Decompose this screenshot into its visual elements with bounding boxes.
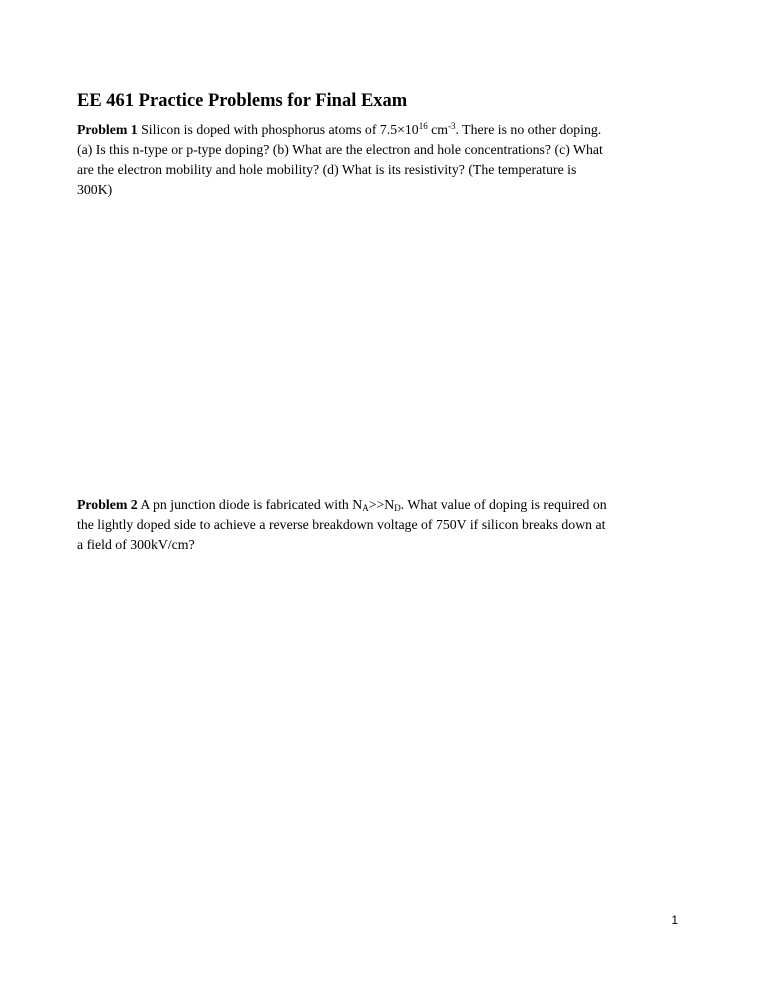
problem-1-line-1 <box>77 120 687 140</box>
problem-1-exponent-16: 16 <box>418 121 428 131</box>
problem-1 <box>77 120 687 200</box>
problem-1-line-3: are the electron mobility and hole mobility? (d) What is its resistivity? (The temperature is <box>77 162 577 177</box>
problem-2-line-1 <box>77 495 687 515</box>
problem-2-subscript-d: D <box>394 503 401 513</box>
problem-2 <box>77 495 687 555</box>
problem-2-text-a: A pn junction diode is fabricated with N <box>137 497 363 512</box>
page-number: 1 <box>671 913 678 927</box>
problem-2-line-3: a field of 300kV/cm? <box>77 537 195 552</box>
problem-1-text-c: . There is no other doping. <box>455 122 602 137</box>
problem-2-text-c: . What value of doping is required on <box>400 497 607 512</box>
document-title: EE 461 Practice Problems for Final Exam <box>77 91 408 111</box>
problem-1-text-b: cm <box>427 122 449 137</box>
problem-2-text-b: >>N <box>368 497 395 512</box>
problem-2-label: Problem 2 <box>77 497 138 512</box>
problem-2-line-2: the lightly doped side to achieve a reverse breakdown voltage of 750V if silicon breaks down at <box>77 517 606 532</box>
problem-1-label: Problem 1 <box>77 122 138 137</box>
problem-1-text-a: Silicon is doped with phosphorus atoms of 7.5×10 <box>137 122 419 137</box>
problem-2-subscript-a: A <box>362 503 369 513</box>
problem-1-line-4: 300K) <box>77 182 113 197</box>
problem-1-exponent-minus-3: -3 <box>448 121 456 131</box>
problem-1-line-2: (a) Is this n-type or p-type doping? (b) What are the electron and hole concentrations? (c) What <box>77 142 603 157</box>
